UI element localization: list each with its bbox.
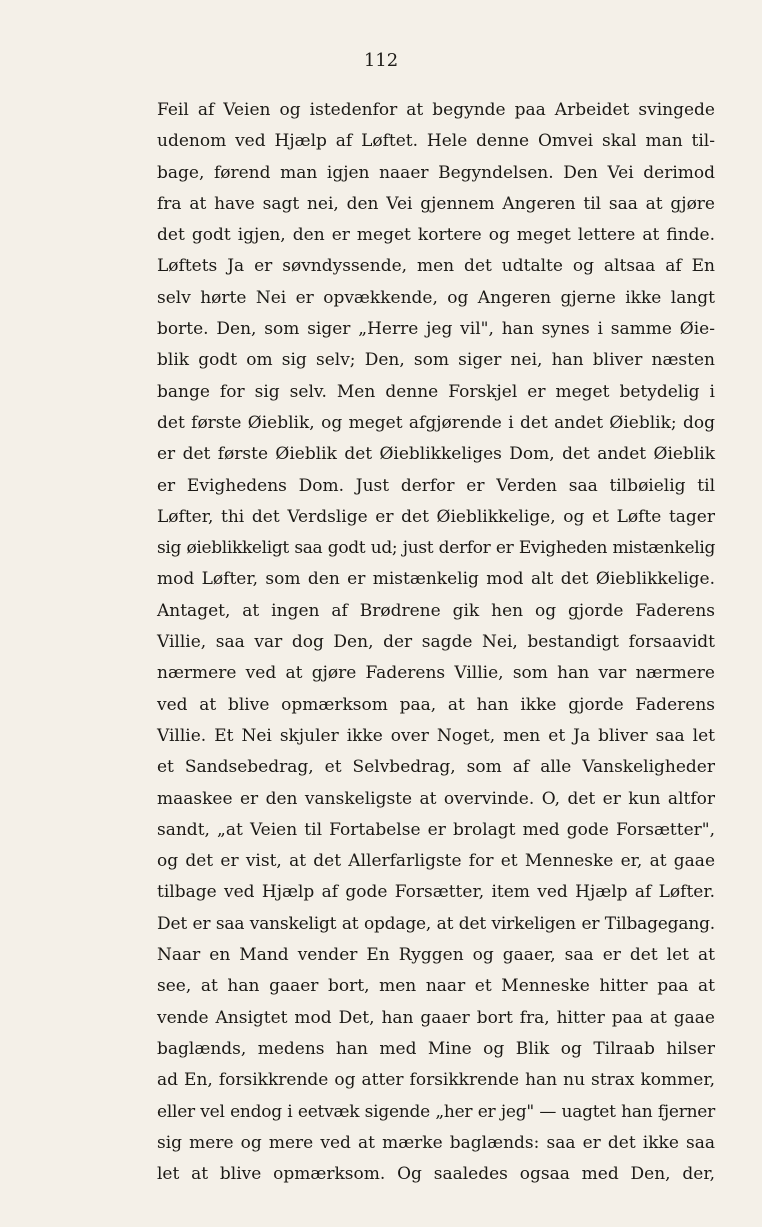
- text-line: eller vel endog i eetvæk sigende „her er jeg" — uagtet han fjerner: [157, 1101, 715, 1122]
- text-line: see, at han gaaer bort, men naar et Menneske hitter paa at: [157, 976, 715, 997]
- text-line: udenom ved Hjælp af Løftet. Hele denne Omvei skal man til-: [157, 131, 715, 152]
- body-text: [157, 95, 715, 1190]
- text-line: bage, førend man igjen naaer Begyndelsen. Den Vei derimod: [157, 162, 715, 183]
- text-line: Løftets Ja er søvndyssende, men det udtalte og altsaa af En: [157, 256, 715, 277]
- text-line: fra at have sagt nei, den Vei gjennem Angeren til saa at gjøre: [157, 193, 715, 214]
- text-line: sig mere og mere ved at mærke baglænds: saa er det ikke saa: [157, 1132, 715, 1153]
- text-line: det godt igjen, den er meget kortere og meget lettere at finde.: [157, 225, 715, 246]
- text-line: tilbage ved Hjælp af gode Forsætter, item ved Hjælp af Løfter.: [157, 882, 715, 903]
- text-line: blik godt om sig selv; Den, som siger nei, han bliver næsten: [157, 350, 715, 371]
- text-line: og det er vist, at det Allerfarligste for et Menneske er, at gaae: [157, 851, 715, 872]
- text-line: vende Ansigtet mod Det, han gaaer bort fra, hitter paa at gaae: [157, 1007, 715, 1028]
- text-line: mod Løfter, som den er mistænkelig mod alt det Øieblikkelige.: [157, 569, 715, 590]
- text-line: borte. Den, som siger „Herre jeg vil", han synes i samme Øie-: [157, 319, 715, 340]
- text-line: det første Øieblik, og meget afgjørende i det andet Øieblik; dog: [157, 412, 715, 433]
- text-line: maaskee er den vanskeligste at overvinde. O, det er kun altfor: [157, 788, 715, 809]
- text-line: er det første Øieblik det Øieblikkeliges Dom, det andet Øieblik: [157, 444, 715, 465]
- text-line: Villie. Et Nei skjuler ikke over Noget, men et Ja bliver saa let: [157, 725, 715, 746]
- text-line: baglænds, medens han med Mine og Blik og Tilraab hilser: [157, 1038, 715, 1059]
- text-line: selv hørte Nei er opvækkende, og Angeren gjerne ikke langt: [157, 287, 715, 308]
- text-line: et Sandsebedrag, et Selvbedrag, som af alle Vanskeligheder: [157, 757, 715, 778]
- text-line: ad En, forsikkrende og atter forsikkrende han nu strax kommer,: [157, 1070, 715, 1091]
- text-line: Naar en Mand vender En Ryggen og gaaer, saa er det let at: [157, 945, 715, 966]
- text-line: Antaget, at ingen af Brødrene gik hen og gjorde Faderens: [157, 600, 715, 621]
- text-line: Løfter, thi det Verdslige er det Øieblikkelige, og et Løfte tager: [157, 506, 715, 527]
- text-line: nærmere ved at gjøre Faderens Villie, som han var nærmere: [157, 663, 715, 684]
- text-line: sandt, „at Veien til Fortabelse er brolagt med gode Forsætter",: [157, 819, 715, 840]
- text-line: bange for sig selv. Men denne Forskjel er meget betydelig i: [157, 381, 715, 402]
- text-line: er Evighedens Dom. Just derfor er Verden saa tilbøielig til: [157, 475, 715, 496]
- page-number: 112: [363, 50, 399, 71]
- text-line: let at blive opmærksom. Og saaledes ogsaa med Den, der,: [157, 1164, 715, 1185]
- text-line: sig øieblikkeligt saa godt ud; just derfor er Evigheden mistænkelig: [157, 538, 715, 559]
- text-line: ved at blive opmærksom paa, at han ikke gjorde Faderens: [157, 694, 715, 715]
- text-line: Det er saa vanskeligt at opdage, at det virkeligen er Tilbagegang.: [157, 913, 715, 934]
- text-line: Villie, saa var dog Den, der sagde Nei, bestandigt forsaavidt: [157, 632, 715, 653]
- text-line: Feil af Veien og istedenfor at begynde paa Arbeidet svingede: [157, 100, 715, 120]
